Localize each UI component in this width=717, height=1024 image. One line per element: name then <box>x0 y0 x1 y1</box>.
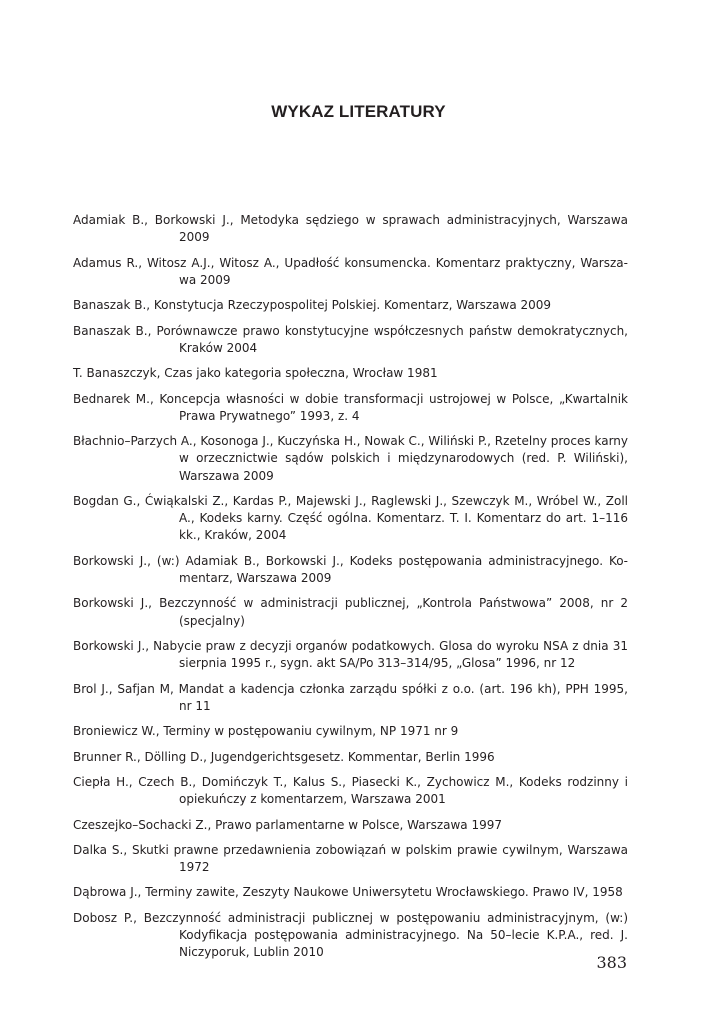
bibliography-entry: Bogdan G., Ćwiąkalski Z., Kardas P., Majewski J., Raglewski J., Szewczyk M., Wróbel W., Zoll A., Kodeks karny. Część ogólna. Komentarz. T. I. Komentarz do art. 1–116 kk., Kraków, 2004 <box>73 493 628 543</box>
bibliography-entry: T. Banaszczyk, Czas jako kategoria społeczna, Wrocław 1981 <box>73 366 438 381</box>
bibliography-entry: Adamus R., Witosz A.J., Witosz A., Upadłość konsumencka. Komentarz praktyczny, Warszawa 2009 <box>73 255 628 287</box>
bibliography-entry: Czeszejko–Sochacki Z., Prawo parlamentarne w Polsce, Warszawa 1997 <box>73 817 502 832</box>
bibliography-entry: Borkowski J., Bezczynność w administracji publicznej, „Kontrola Państwowa” 2008, nr 2 (specjalny) <box>73 596 628 628</box>
bibliography-entry: Dąbrowa J., Terminy zawite, Zeszyty Naukowe Uniwersytetu Wrocławskiego. Prawo IV, 1958 <box>73 885 623 900</box>
bibliography-entry: Borkowski J., Nabycie praw z decyzji organów podatkowych. Glosa do wyroku NSA z dnia 31 sierpnia 1995 r., sygn. akt SA/Po 313–314/95, „Glosa” 1996, nr 12 <box>73 638 628 671</box>
bibliography-entry: Dobosz P., Bezczynność administracji publicznej w postępowaniu administracyjnym, (w:) Kodyfikacja postępowania administracyjnego. Na 50–lecie K.P.A., red. J. Niczyporuk, Lublin 2010 <box>73 910 628 960</box>
bibliography-list <box>73 212 628 970</box>
bibliography-entry: Broniewicz W., Terminy w postępowaniu cywilnym, NP 1971 nr 9 <box>73 724 459 739</box>
bibliography-entry: Błachnio–Parzych A., Kosonoga J., Kuczyńska H., Nowak C., Wiliński P., Rzetelny proces karny w orzecznictwie sądów polskich i międzynarodowych (red. P. Wiliński), Warszawa 2009 <box>73 434 628 483</box>
page-number: 383 <box>596 953 627 972</box>
bibliography-entry: Adamiak B., Borkowski J., Metodyka sędziego w sprawach administracyjnych, Warszawa 2009 <box>73 213 628 245</box>
bibliography-entry: Brol J., Safjan M, Mandat a kadencja członka zarządu spółki z o.o. (art. 196 kh), PPH 1995, nr 11 <box>73 681 628 713</box>
bibliography-entry: Borkowski J., (w:) Adamiak B., Borkowski J., Kodeks postępowania administracyjnego. Komentarz, Warszawa 2009 <box>73 553 628 585</box>
bibliography-entry: Bednarek M., Koncepcja własności w dobie transformacji ustrojowej w Polsce, „Kwartalnik Prawa Prywatnego” 1993, z. 4 <box>73 391 628 423</box>
bibliography-entry: Banaszak B., Porównawcze prawo konstytucyjne współczesnych państw demokratycznych, Kraków 2004 <box>73 323 628 355</box>
page-title: WYKAZ LITERATURY <box>271 102 446 121</box>
bibliography-entry: Banaszak B., Konstytucja Rzeczypospolitej Polskiej. Komentarz, Warszawa 2009 <box>73 298 552 313</box>
bibliography-entry: Dalka S., Skutki prawne przedawnienia zobowiązań w polskim prawie cywilnym, Warszawa 1972 <box>73 842 628 875</box>
bibliography-entry: Brunner R., Dölling D., Jugendgerichtsgesetz. Kommentar, Berlin 1996 <box>73 749 495 764</box>
bibliography-entry: Ciepła H., Czech B., Domińczyk T., Kalus S., Piasecki K., Zychowicz M., Kodeks rodzinny i opiekuńczy z komentarzem, Warszawa 2001 <box>73 774 628 807</box>
